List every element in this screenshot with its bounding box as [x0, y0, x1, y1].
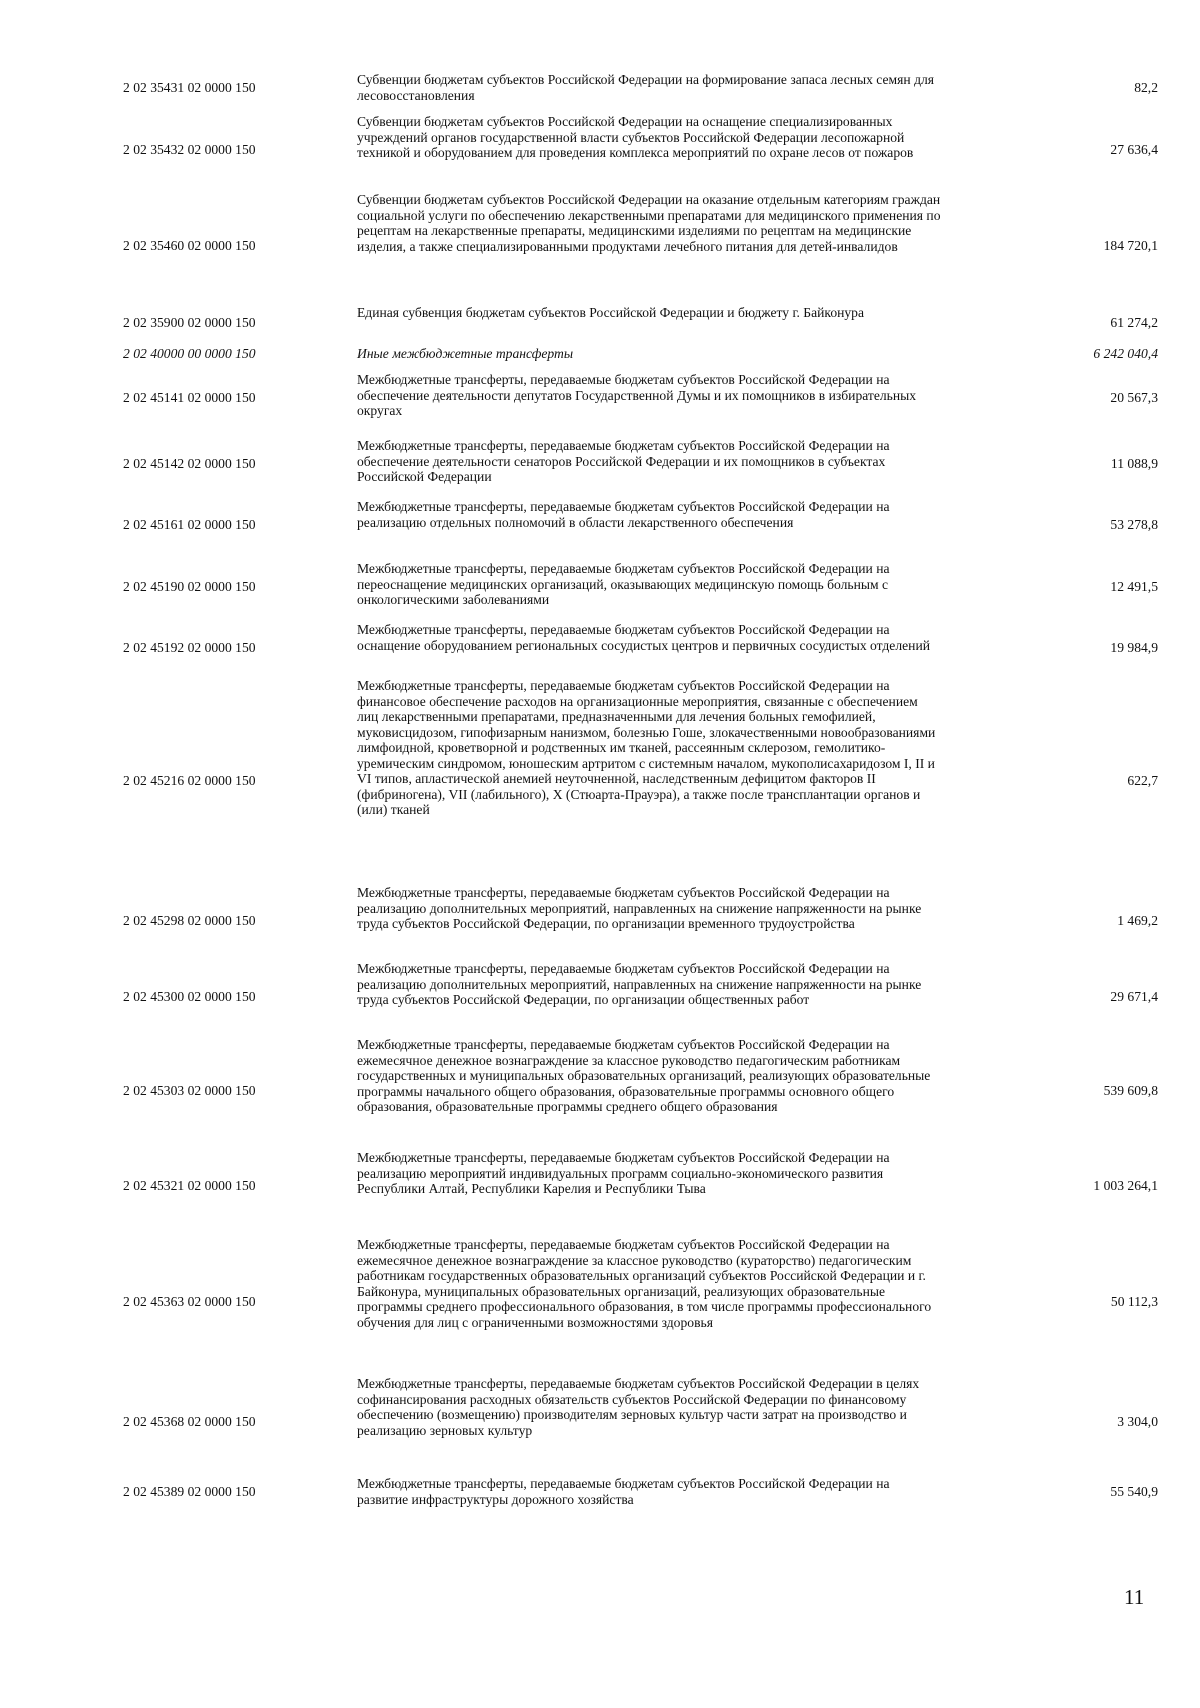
- budget-code: 2 02 45192 02 0000 150: [123, 640, 256, 655]
- budget-code: 2 02 45321 02 0000 150: [123, 1178, 256, 1193]
- row-description: Иные межбюджетные трансферты: [357, 346, 574, 361]
- budget-code: 2 02 45216 02 0000 150: [123, 773, 256, 788]
- budget-code: 2 02 45298 02 0000 150: [123, 913, 256, 928]
- budget-code: 2 02 45363 02 0000 150: [123, 1294, 256, 1309]
- row-amount: 3 304,0: [1117, 1414, 1158, 1429]
- row-amount: 61 274,2: [1110, 315, 1158, 330]
- row-description: Субвенции бюджетам субъектов Российской Федерации на оснащение специализированных учреждений органов государственной власти субъектов Российской Федерации лесопожарной техникой и оборудованием для проведения комплекса мероприятий по охране лесов от пожаров: [357, 114, 914, 160]
- row-amount: 82,2: [1134, 80, 1158, 95]
- budget-code: 2 02 45303 02 0000 150: [123, 1083, 256, 1098]
- row-description: Межбюджетные трансферты, передаваемые бюджетам субъектов Российской Федерации на реализацию отдельных полномочий в области лекарственного обеспечения: [357, 499, 890, 530]
- row-amount: 1 003 264,1: [1093, 1178, 1158, 1193]
- budget-code: 2 02 40000 00 0000 150: [123, 346, 256, 361]
- row-amount: 184 720,1: [1103, 238, 1158, 253]
- row-amount: 1 469,2: [1117, 913, 1158, 928]
- budget-code: 2 02 45368 02 0000 150: [123, 1414, 256, 1429]
- row-description: Субвенции бюджетам субъектов Российской Федерации на формирование запаса лесных семян для лесовосстановления: [357, 72, 935, 103]
- budget-code: 2 02 45142 02 0000 150: [123, 456, 256, 471]
- budget-code: 2 02 45300 02 0000 150: [123, 989, 256, 1004]
- budget-code: 2 02 35432 02 0000 150: [123, 142, 256, 157]
- row-description: Межбюджетные трансферты, передаваемые бюджетам субъектов Российской Федерации на реализацию мероприятий индивидуальных программ социально-экономического развития Республики Алтай, Республики Карелия и Республики Тыва: [357, 1150, 890, 1196]
- budget-code: 2 02 35431 02 0000 150: [123, 80, 256, 95]
- budget-code: 2 02 35460 02 0000 150: [123, 238, 256, 253]
- row-amount: 50 112,3: [1110, 1294, 1158, 1309]
- row-amount: 12 491,5: [1110, 579, 1158, 594]
- row-description: Межбюджетные трансферты, передаваемые бюджетам субъектов Российской Федерации на финансовое обеспечение расходов на организационные мероприятия, связанные с обеспечением лиц лекарственными препаратами, предназначенными для лечения больных гемофилией, муковисцидозом, гипофизарным нанизмом, болезнью Гоше, злокачественными новообразованиями лимфоидной, кроветворной и родственных им тканей, рассеянным склерозом, гемолитико-уремическим синдромом, юношеским артритом с системным началом, мукополисахаридозом I, II и VI типов, апластической анемией неуточненной, наследственным дефицитом факторов II (фибриногена), VII (лабильного), X (Стюарта-Прауэра), а также после трансплантации органов и (или) тканей: [357, 678, 936, 817]
- row-description: Межбюджетные трансферты, передаваемые бюджетам субъектов Российской Федерации в целях софинансирования расходных обязательств субъектов Российской Федерации по финансовому обеспечению (возмещению) производителям зерновых культур части затрат на производство и реализацию зерновых культур: [357, 1376, 920, 1438]
- row-amount: 55 540,9: [1110, 1484, 1158, 1499]
- row-amount: 20 567,3: [1110, 390, 1158, 405]
- page-number: 11: [1124, 1585, 1145, 1609]
- row-amount: 19 984,9: [1110, 640, 1158, 655]
- budget-code: 2 02 45141 02 0000 150: [123, 390, 256, 405]
- budget-code: 2 02 45389 02 0000 150: [123, 1484, 256, 1499]
- row-description: Межбюджетные трансферты, передаваемые бюджетам субъектов Российской Федерации на обеспечение деятельности сенаторов Российской Федерации и их помощников в субъектах Российской Федерации: [357, 438, 890, 484]
- row-amount: 53 278,8: [1110, 517, 1158, 532]
- row-amount: 27 636,4: [1110, 142, 1158, 157]
- row-description: Межбюджетные трансферты, передаваемые бюджетам субъектов Российской Федерации на переоснащение медицинских организаций, оказывающих медицинскую помощь больным с онкологическими заболеваниями: [357, 561, 890, 607]
- row-amount: 539 609,8: [1103, 1083, 1158, 1098]
- budget-code: 2 02 35900 02 0000 150: [123, 315, 256, 330]
- row-amount: 11 088,9: [1110, 456, 1158, 471]
- row-description: Межбюджетные трансферты, передаваемые бюджетам субъектов Российской Федерации на развитие инфраструктуры дорожного хозяйства: [357, 1476, 890, 1507]
- row-description: Единая субвенция бюджетам субъектов Российской Федерации и бюджету г. Байконура: [357, 305, 865, 320]
- row-description: Межбюджетные трансферты, передаваемые бюджетам субъектов Российской Федерации на обеспечение деятельности депутатов Государственной Думы и их помощников в избирательных округах: [357, 372, 917, 418]
- row-description: Межбюджетные трансферты, передаваемые бюджетам субъектов Российской Федерации на реализацию дополнительных мероприятий, направленных на снижение напряженности на рынке труда субъектов Российской Федерации, по организации общественных работ: [357, 961, 922, 1007]
- row-amount: 622,7: [1127, 773, 1158, 788]
- row-description: Межбюджетные трансферты, передаваемые бюджетам субъектов Российской Федерации на ежемесячное денежное вознаграждение за классное руководство педагогическим работникам государственных и муниципальных образовательных организаций, реализующих образовательные программы начального общего образования, образовательные программы основного общего образования, образовательные программы среднего общего образования: [357, 1037, 931, 1114]
- row-description: Межбюджетные трансферты, передаваемые бюджетам субъектов Российской Федерации на ежемесячное денежное вознаграждение за классное руководство (кураторство) педагогическим работникам государственных образовательных организаций субъектов Российской Федерации и г. Байконура, муниципальных образовательных организаций, реализующих образовательные программы среднего профессионального образования, в том числе программы профессионального обучения для лиц с ограниченными возможностями здоровья: [357, 1237, 932, 1330]
- row-description: Межбюджетные трансферты, передаваемые бюджетам субъектов Российской Федерации на оснащение оборудованием региональных сосудистых центров и первичных сосудистых отделений: [357, 622, 930, 653]
- row-amount: 6 242 040,4: [1093, 346, 1158, 361]
- budget-code: 2 02 45161 02 0000 150: [123, 517, 256, 532]
- row-description: Субвенции бюджетам субъектов Российской Федерации на оказание отдельным категориям граждан социальной услуги по обеспечению лекарственными препаратами для медицинского применения по рецептам на лекарственные препараты, медицинскими изделиями по рецептам на медицинские изделия, а также специализированными продуктами лечебного питания для детей-инвалидов: [357, 192, 941, 254]
- budget-code: 2 02 45190 02 0000 150: [123, 579, 256, 594]
- row-amount: 29 671,4: [1110, 989, 1158, 1004]
- row-description: Межбюджетные трансферты, передаваемые бюджетам субъектов Российской Федерации на реализацию дополнительных мероприятий, направленных на снижение напряженности на рынке труда субъектов Российской Федерации, по организации временного трудоустройства: [357, 885, 922, 931]
